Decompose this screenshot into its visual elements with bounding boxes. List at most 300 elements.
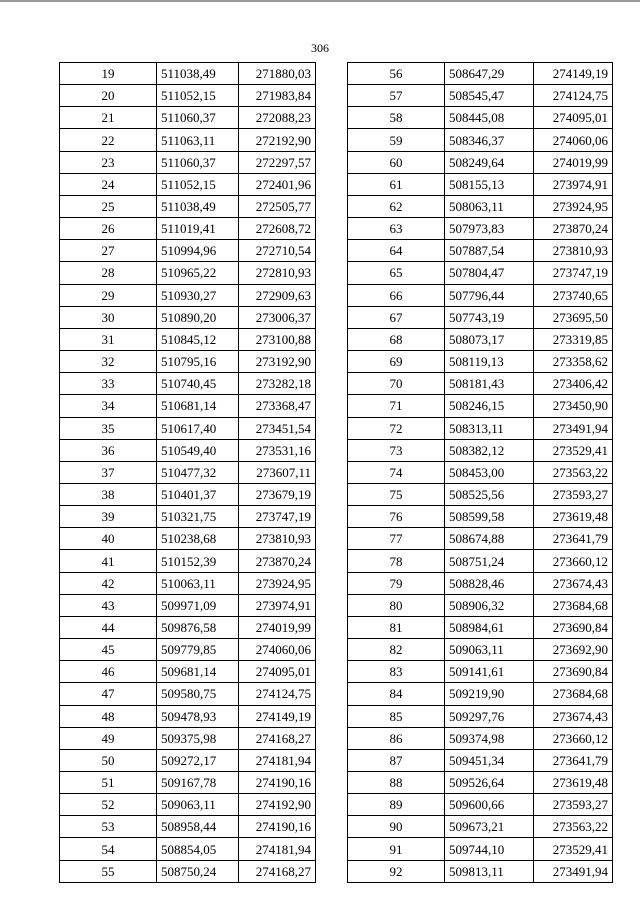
y-coordinate-cell: 273319,85 (534, 328, 613, 350)
y-coordinate-cell: 273451,54 (239, 417, 316, 439)
table-row (60, 240, 316, 262)
x-coordinate-cell: 507973,83 (445, 218, 534, 240)
table-row (348, 727, 613, 749)
point-number-cell: 57 (348, 85, 445, 107)
table-row (348, 195, 613, 217)
x-coordinate-cell: 509600,66 (445, 794, 534, 816)
table-row (348, 550, 613, 572)
table-row (348, 107, 613, 129)
y-coordinate-cell: 273593,27 (534, 794, 613, 816)
table-row (60, 218, 316, 240)
table-row (60, 772, 316, 794)
page-number: 306 (311, 41, 329, 55)
y-coordinate-cell: 273692,90 (534, 639, 613, 661)
x-coordinate-cell: 508063,11 (445, 195, 534, 217)
table-row (348, 483, 613, 505)
x-coordinate-cell: 508599,58 (445, 506, 534, 528)
y-coordinate-cell: 271880,03 (239, 63, 316, 85)
table-row (60, 794, 316, 816)
x-coordinate-cell: 510740,45 (157, 373, 239, 395)
point-number-cell: 52 (60, 794, 157, 816)
table-row (348, 218, 613, 240)
x-coordinate-cell: 509673,21 (445, 816, 534, 838)
table-row (348, 240, 613, 262)
point-number-cell: 62 (348, 195, 445, 217)
point-number-cell: 40 (60, 528, 157, 550)
table-row (60, 417, 316, 439)
y-coordinate-cell: 272710,54 (239, 240, 316, 262)
y-coordinate-cell: 273563,22 (534, 461, 613, 483)
point-number-cell: 21 (60, 107, 157, 129)
x-coordinate-cell: 508155,13 (445, 173, 534, 195)
table-row (60, 705, 316, 727)
table-row (60, 306, 316, 328)
x-coordinate-cell: 507887,54 (445, 240, 534, 262)
x-coordinate-cell: 509971,09 (157, 594, 239, 616)
point-number-cell: 39 (60, 506, 157, 528)
y-coordinate-cell: 273924,95 (239, 572, 316, 594)
y-coordinate-cell: 273870,24 (239, 550, 316, 572)
table-row (60, 639, 316, 661)
x-coordinate-cell: 511060,37 (157, 151, 239, 173)
table-row (60, 85, 316, 107)
y-coordinate-cell: 273660,12 (534, 550, 613, 572)
table-row (60, 439, 316, 461)
y-coordinate-cell: 274060,06 (534, 129, 613, 151)
table-row (60, 550, 316, 572)
point-number-cell: 84 (348, 683, 445, 705)
point-number-cell: 79 (348, 572, 445, 594)
coordinates-table-right (347, 62, 613, 883)
point-number-cell: 74 (348, 461, 445, 483)
y-coordinate-cell: 273690,84 (534, 616, 613, 638)
x-coordinate-cell: 508119,13 (445, 351, 534, 373)
y-coordinate-cell: 274149,19 (239, 705, 316, 727)
y-coordinate-cell: 273619,48 (534, 772, 613, 794)
x-coordinate-cell: 509744,10 (445, 838, 534, 860)
point-number-cell: 78 (348, 550, 445, 572)
point-number-cell: 44 (60, 616, 157, 638)
point-number-cell: 92 (348, 860, 445, 882)
table-row (60, 395, 316, 417)
point-number-cell: 75 (348, 483, 445, 505)
y-coordinate-cell: 273491,94 (534, 860, 613, 882)
table-row (348, 417, 613, 439)
table-row (348, 173, 613, 195)
y-coordinate-cell: 274190,16 (239, 772, 316, 794)
y-coordinate-cell: 274149,19 (534, 63, 613, 85)
x-coordinate-cell: 509374,98 (445, 727, 534, 749)
table-row (60, 129, 316, 151)
x-coordinate-cell: 509375,98 (157, 727, 239, 749)
table-row (60, 683, 316, 705)
x-coordinate-cell: 509451,34 (445, 749, 534, 771)
point-number-cell: 56 (348, 63, 445, 85)
point-number-cell: 20 (60, 85, 157, 107)
table-row (60, 195, 316, 217)
x-coordinate-cell: 511038,49 (157, 63, 239, 85)
x-coordinate-cell: 510063,11 (157, 572, 239, 594)
table-row (348, 772, 613, 794)
table-row (60, 860, 316, 882)
table-row (348, 129, 613, 151)
table-row (348, 705, 613, 727)
x-coordinate-cell: 509813,11 (445, 860, 534, 882)
y-coordinate-cell: 273684,68 (534, 683, 613, 705)
table-row (348, 151, 613, 173)
y-coordinate-cell: 273974,91 (534, 173, 613, 195)
point-number-cell: 58 (348, 107, 445, 129)
table-row (60, 284, 316, 306)
table-row (60, 151, 316, 173)
point-number-cell: 88 (348, 772, 445, 794)
table-row (60, 749, 316, 771)
x-coordinate-cell: 509063,11 (157, 794, 239, 816)
y-coordinate-cell: 273810,93 (534, 240, 613, 262)
x-coordinate-cell: 511060,37 (157, 107, 239, 129)
table-row (348, 506, 613, 528)
table-row (60, 461, 316, 483)
table-row (348, 794, 613, 816)
x-coordinate-cell: 508958,44 (157, 816, 239, 838)
table-row (348, 616, 613, 638)
y-coordinate-cell: 273563,22 (534, 816, 613, 838)
point-number-cell: 73 (348, 439, 445, 461)
x-coordinate-cell: 510617,40 (157, 417, 239, 439)
top-rule (0, 0, 640, 2)
y-coordinate-cell: 272810,93 (239, 262, 316, 284)
x-coordinate-cell: 508647,29 (445, 63, 534, 85)
y-coordinate-cell: 273747,19 (239, 506, 316, 528)
point-number-cell: 67 (348, 306, 445, 328)
point-number-cell: 55 (60, 860, 157, 882)
y-coordinate-cell: 273641,79 (534, 528, 613, 550)
x-coordinate-cell: 508445,08 (445, 107, 534, 129)
point-number-cell: 72 (348, 417, 445, 439)
table-row (60, 63, 316, 85)
point-number-cell: 90 (348, 816, 445, 838)
table-row (60, 107, 316, 129)
table-row (348, 351, 613, 373)
y-coordinate-cell: 273529,41 (534, 838, 613, 860)
table-row (348, 85, 613, 107)
x-coordinate-cell: 510795,16 (157, 351, 239, 373)
y-coordinate-cell: 272401,96 (239, 173, 316, 195)
table-row (348, 594, 613, 616)
table-row (60, 572, 316, 594)
point-number-cell: 35 (60, 417, 157, 439)
point-number-cell: 68 (348, 328, 445, 350)
table-row (60, 727, 316, 749)
y-coordinate-cell: 272909,63 (239, 284, 316, 306)
x-coordinate-cell: 509297,76 (445, 705, 534, 727)
point-number-cell: 71 (348, 395, 445, 417)
x-coordinate-cell: 508181,43 (445, 373, 534, 395)
y-coordinate-cell: 273974,91 (239, 594, 316, 616)
table-row (348, 683, 613, 705)
table-row (348, 461, 613, 483)
y-coordinate-cell: 273695,50 (534, 306, 613, 328)
point-number-cell: 33 (60, 373, 157, 395)
y-coordinate-cell: 274060,06 (239, 639, 316, 661)
coordinates-table-left (59, 62, 316, 883)
x-coordinate-cell: 511019,41 (157, 218, 239, 240)
x-coordinate-cell: 508453,00 (445, 461, 534, 483)
y-coordinate-cell: 273491,94 (534, 417, 613, 439)
table-row (348, 284, 613, 306)
point-number-cell: 60 (348, 151, 445, 173)
point-number-cell: 66 (348, 284, 445, 306)
point-number-cell: 85 (348, 705, 445, 727)
point-number-cell: 25 (60, 195, 157, 217)
x-coordinate-cell: 510965,22 (157, 262, 239, 284)
y-coordinate-cell: 272505,77 (239, 195, 316, 217)
point-number-cell: 51 (60, 772, 157, 794)
x-coordinate-cell: 511063,11 (157, 129, 239, 151)
point-number-cell: 63 (348, 218, 445, 240)
table-row (60, 373, 316, 395)
x-coordinate-cell: 508313,11 (445, 417, 534, 439)
point-number-cell: 19 (60, 63, 157, 85)
y-coordinate-cell: 274168,27 (239, 727, 316, 749)
x-coordinate-cell: 510238,68 (157, 528, 239, 550)
x-coordinate-cell: 508073,17 (445, 328, 534, 350)
point-number-cell: 53 (60, 816, 157, 838)
y-coordinate-cell: 274190,16 (239, 816, 316, 838)
x-coordinate-cell: 509876,58 (157, 616, 239, 638)
table-row (60, 506, 316, 528)
x-coordinate-cell: 508246,15 (445, 395, 534, 417)
x-coordinate-cell: 508249,64 (445, 151, 534, 173)
x-coordinate-cell: 510994,96 (157, 240, 239, 262)
point-number-cell: 29 (60, 284, 157, 306)
x-coordinate-cell: 508751,24 (445, 550, 534, 572)
table-row (60, 528, 316, 550)
table-row (348, 262, 613, 284)
x-coordinate-cell: 509526,64 (445, 772, 534, 794)
point-number-cell: 76 (348, 506, 445, 528)
point-number-cell: 83 (348, 661, 445, 683)
table-row (348, 328, 613, 350)
y-coordinate-cell: 274192,90 (239, 794, 316, 816)
x-coordinate-cell: 508750,24 (157, 860, 239, 882)
y-coordinate-cell: 272088,23 (239, 107, 316, 129)
point-number-cell: 59 (348, 129, 445, 151)
x-coordinate-cell: 509478,93 (157, 705, 239, 727)
table-row (60, 816, 316, 838)
point-number-cell: 87 (348, 749, 445, 771)
y-coordinate-cell: 273282,18 (239, 373, 316, 395)
y-coordinate-cell: 273679,19 (239, 483, 316, 505)
table-row (60, 838, 316, 860)
point-number-cell: 28 (60, 262, 157, 284)
y-coordinate-cell: 272297,57 (239, 151, 316, 173)
point-number-cell: 48 (60, 705, 157, 727)
table-row (348, 816, 613, 838)
point-number-cell: 45 (60, 639, 157, 661)
x-coordinate-cell: 510890,20 (157, 306, 239, 328)
point-number-cell: 24 (60, 173, 157, 195)
x-coordinate-cell: 509272,17 (157, 749, 239, 771)
x-coordinate-cell: 510321,75 (157, 506, 239, 528)
y-coordinate-cell: 274095,01 (534, 107, 613, 129)
table-row (348, 639, 613, 661)
point-number-cell: 80 (348, 594, 445, 616)
x-coordinate-cell: 508382,12 (445, 439, 534, 461)
table-row (348, 661, 613, 683)
table-row (348, 528, 613, 550)
point-number-cell: 36 (60, 439, 157, 461)
y-coordinate-cell: 273660,12 (534, 727, 613, 749)
table-row (60, 351, 316, 373)
point-number-cell: 22 (60, 129, 157, 151)
x-coordinate-cell: 508545,47 (445, 85, 534, 107)
point-number-cell: 91 (348, 838, 445, 860)
x-coordinate-cell: 507796,44 (445, 284, 534, 306)
y-coordinate-cell: 273006,37 (239, 306, 316, 328)
point-number-cell: 50 (60, 749, 157, 771)
y-coordinate-cell: 273924,95 (534, 195, 613, 217)
y-coordinate-cell: 273747,19 (534, 262, 613, 284)
table-row (348, 373, 613, 395)
point-number-cell: 46 (60, 661, 157, 683)
x-coordinate-cell: 509167,78 (157, 772, 239, 794)
point-number-cell: 61 (348, 173, 445, 195)
x-coordinate-cell: 508828,46 (445, 572, 534, 594)
y-coordinate-cell: 273690,84 (534, 661, 613, 683)
y-coordinate-cell: 273607,11 (239, 461, 316, 483)
x-coordinate-cell: 511052,15 (157, 85, 239, 107)
y-coordinate-cell: 273406,42 (534, 373, 613, 395)
x-coordinate-cell: 510401,37 (157, 483, 239, 505)
y-coordinate-cell: 274019,99 (239, 616, 316, 638)
point-number-cell: 30 (60, 306, 157, 328)
point-number-cell: 38 (60, 483, 157, 505)
y-coordinate-cell: 272192,90 (239, 129, 316, 151)
y-coordinate-cell: 273674,43 (534, 572, 613, 594)
y-coordinate-cell: 273358,62 (534, 351, 613, 373)
y-coordinate-cell: 274124,75 (534, 85, 613, 107)
x-coordinate-cell: 508854,05 (157, 838, 239, 860)
y-coordinate-cell: 274019,99 (534, 151, 613, 173)
table-row (60, 173, 316, 195)
y-coordinate-cell: 273870,24 (534, 218, 613, 240)
y-coordinate-cell: 273529,41 (534, 439, 613, 461)
point-number-cell: 43 (60, 594, 157, 616)
x-coordinate-cell: 508984,61 (445, 616, 534, 638)
x-coordinate-cell: 510845,12 (157, 328, 239, 350)
point-number-cell: 77 (348, 528, 445, 550)
table-row (348, 63, 613, 85)
point-number-cell: 70 (348, 373, 445, 395)
x-coordinate-cell: 510930,27 (157, 284, 239, 306)
x-coordinate-cell: 509063,11 (445, 639, 534, 661)
table-row (60, 661, 316, 683)
x-coordinate-cell: 509779,85 (157, 639, 239, 661)
table-row (348, 838, 613, 860)
x-coordinate-cell: 507804,47 (445, 262, 534, 284)
y-coordinate-cell: 273810,93 (239, 528, 316, 550)
x-coordinate-cell: 508346,37 (445, 129, 534, 151)
x-coordinate-cell: 509681,14 (157, 661, 239, 683)
point-number-cell: 82 (348, 639, 445, 661)
table-row (60, 262, 316, 284)
x-coordinate-cell: 510152,39 (157, 550, 239, 572)
point-number-cell: 69 (348, 351, 445, 373)
x-coordinate-cell: 508906,32 (445, 594, 534, 616)
point-number-cell: 89 (348, 794, 445, 816)
x-coordinate-cell: 508525,56 (445, 483, 534, 505)
point-number-cell: 81 (348, 616, 445, 638)
x-coordinate-cell: 507743,19 (445, 306, 534, 328)
point-number-cell: 32 (60, 351, 157, 373)
y-coordinate-cell: 274181,94 (239, 838, 316, 860)
x-coordinate-cell: 508674,88 (445, 528, 534, 550)
x-coordinate-cell: 509219,90 (445, 683, 534, 705)
point-number-cell: 65 (348, 262, 445, 284)
table-row (60, 616, 316, 638)
point-number-cell: 64 (348, 240, 445, 262)
y-coordinate-cell: 274124,75 (239, 683, 316, 705)
y-coordinate-cell: 273674,43 (534, 705, 613, 727)
point-number-cell: 37 (60, 461, 157, 483)
x-coordinate-cell: 511052,15 (157, 173, 239, 195)
point-number-cell: 54 (60, 838, 157, 860)
x-coordinate-cell: 509580,75 (157, 683, 239, 705)
point-number-cell: 41 (60, 550, 157, 572)
y-coordinate-cell: 273100,88 (239, 328, 316, 350)
table-row (60, 328, 316, 350)
point-number-cell: 34 (60, 395, 157, 417)
y-coordinate-cell: 273192,90 (239, 351, 316, 373)
y-coordinate-cell: 274168,27 (239, 860, 316, 882)
y-coordinate-cell: 273450,90 (534, 395, 613, 417)
point-number-cell: 42 (60, 572, 157, 594)
table-row (348, 860, 613, 882)
y-coordinate-cell: 273619,48 (534, 506, 613, 528)
point-number-cell: 26 (60, 218, 157, 240)
point-number-cell: 49 (60, 727, 157, 749)
table-row (348, 572, 613, 594)
point-number-cell: 27 (60, 240, 157, 262)
table-row (60, 483, 316, 505)
table-row (348, 439, 613, 461)
y-coordinate-cell: 273740,65 (534, 284, 613, 306)
y-coordinate-cell: 273368,47 (239, 395, 316, 417)
table-row (60, 594, 316, 616)
point-number-cell: 47 (60, 683, 157, 705)
table-row (348, 749, 613, 771)
y-coordinate-cell: 274181,94 (239, 749, 316, 771)
x-coordinate-cell: 509141,61 (445, 661, 534, 683)
x-coordinate-cell: 510477,32 (157, 461, 239, 483)
table-row (348, 306, 613, 328)
x-coordinate-cell: 510549,40 (157, 439, 239, 461)
point-number-cell: 31 (60, 328, 157, 350)
y-coordinate-cell: 272608,72 (239, 218, 316, 240)
table-row (348, 395, 613, 417)
point-number-cell: 86 (348, 727, 445, 749)
y-coordinate-cell: 273531,16 (239, 439, 316, 461)
x-coordinate-cell: 511038,49 (157, 195, 239, 217)
y-coordinate-cell: 273684,68 (534, 594, 613, 616)
y-coordinate-cell: 273593,27 (534, 483, 613, 505)
y-coordinate-cell: 271983,84 (239, 85, 316, 107)
y-coordinate-cell: 273641,79 (534, 749, 613, 771)
x-coordinate-cell: 510681,14 (157, 395, 239, 417)
y-coordinate-cell: 274095,01 (239, 661, 316, 683)
point-number-cell: 23 (60, 151, 157, 173)
